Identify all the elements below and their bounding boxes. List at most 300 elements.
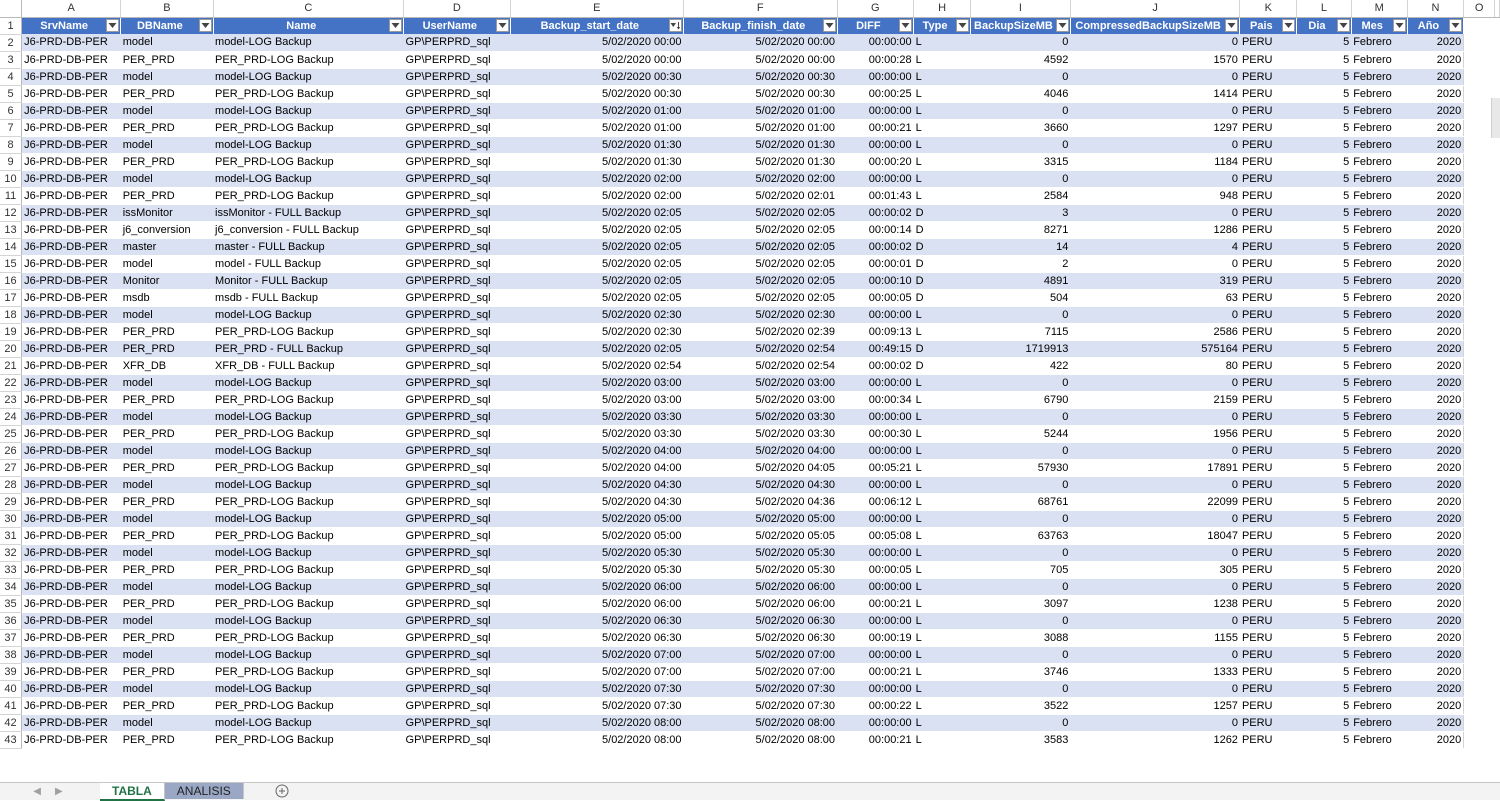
table-cell[interactable]: 00:00:10	[837, 272, 914, 289]
table-cell[interactable]: J6-PRD-DB-PER	[22, 731, 121, 748]
header-cell[interactable]	[837, 17, 914, 34]
table-cell[interactable]: J6-PRD-DB-PER	[22, 510, 121, 527]
table-cell[interactable]: 5/02/2020 01:30	[684, 153, 838, 170]
table-cell[interactable]: 0	[971, 408, 1071, 425]
table-cell[interactable]: 2020	[1407, 51, 1464, 68]
table-cell[interactable]: 0	[971, 136, 1071, 153]
table-cell[interactable]: L	[914, 561, 971, 578]
table-cell[interactable]: 5/02/2020 01:30	[510, 153, 683, 170]
table-cell[interactable]: J6-PRD-DB-PER	[22, 578, 121, 595]
table-cell[interactable]: 5/02/2020 06:30	[684, 612, 838, 629]
table-cell[interactable]: model-LOG Backup	[213, 374, 404, 391]
table-cell[interactable]: 5/02/2020 05:00	[684, 510, 838, 527]
table-cell[interactable]: 5	[1297, 731, 1352, 748]
table-cell[interactable]: Febrero	[1351, 408, 1407, 425]
table-cell[interactable]: model	[121, 170, 213, 187]
table-cell[interactable]: 0	[1070, 510, 1240, 527]
table-cell[interactable]: 4592	[971, 51, 1071, 68]
table-cell[interactable]: J6-PRD-DB-PER	[22, 459, 121, 476]
filter-dropdown-icon[interactable]	[1225, 19, 1238, 32]
table-cell[interactable]: Febrero	[1351, 731, 1407, 748]
table-cell[interactable]: 00:00:01	[837, 255, 914, 272]
table-cell[interactable]: 5/02/2020 06:30	[510, 629, 683, 646]
table-cell[interactable]: GP\PERPRD_sql	[404, 238, 511, 255]
table-cell[interactable]: L	[914, 510, 971, 527]
table-cell[interactable]: L	[914, 527, 971, 544]
table-cell[interactable]: PER_PRD-LOG Backup	[213, 85, 404, 102]
empty-cell[interactable]	[1464, 697, 1495, 714]
table-cell[interactable]: 5/02/2020 03:00	[684, 374, 838, 391]
table-cell[interactable]: L	[914, 663, 971, 680]
table-cell[interactable]: PERU	[1240, 527, 1297, 544]
header-cell[interactable]	[1407, 17, 1464, 34]
table-cell[interactable]: GP\PERPRD_sql	[404, 221, 511, 238]
table-cell[interactable]: 5	[1297, 714, 1352, 731]
table-cell[interactable]: Febrero	[1351, 68, 1407, 85]
table-cell[interactable]: model	[121, 34, 213, 51]
table-cell[interactable]: 5	[1297, 680, 1352, 697]
table-cell[interactable]: 5/02/2020 02:54	[684, 357, 838, 374]
row-number[interactable]: 36	[0, 612, 22, 629]
table-cell[interactable]: 2020	[1407, 204, 1464, 221]
row-number[interactable]: 3	[0, 51, 22, 68]
table-cell[interactable]: 00:00:00	[837, 136, 914, 153]
table-cell[interactable]: PER_PRD	[121, 85, 213, 102]
table-cell[interactable]: 2159	[1070, 391, 1240, 408]
table-cell[interactable]: PERU	[1240, 85, 1297, 102]
empty-cell[interactable]	[1464, 357, 1495, 374]
table-cell[interactable]: 5/02/2020 02:00	[510, 187, 683, 204]
table-cell[interactable]: 5/02/2020 08:00	[510, 731, 683, 748]
table-cell[interactable]: msdb	[121, 289, 213, 306]
table-cell[interactable]: 5/02/2020 08:00	[684, 714, 838, 731]
table-cell[interactable]: J6-PRD-DB-PER	[22, 629, 121, 646]
table-cell[interactable]: PERU	[1240, 629, 1297, 646]
table-cell[interactable]: 5	[1297, 153, 1352, 170]
table-cell[interactable]: 5	[1297, 340, 1352, 357]
table-cell[interactable]: model-LOG Backup	[213, 136, 404, 153]
table-cell[interactable]: PER_PRD-LOG Backup	[213, 323, 404, 340]
table-cell[interactable]: 2020	[1407, 595, 1464, 612]
table-cell[interactable]: 1719913	[971, 340, 1071, 357]
table-cell[interactable]: PER_PRD-LOG Backup	[213, 425, 404, 442]
table-cell[interactable]: XFR_DB - FULL Backup	[213, 357, 404, 374]
table-cell[interactable]: J6-PRD-DB-PER	[22, 323, 121, 340]
table-cell[interactable]: 1262	[1070, 731, 1240, 748]
table-cell[interactable]: 00:00:34	[837, 391, 914, 408]
table-cell[interactable]: PERU	[1240, 425, 1297, 442]
table-cell[interactable]: 00:00:00	[837, 646, 914, 663]
table-cell[interactable]: L	[914, 34, 971, 51]
table-cell[interactable]: 5	[1297, 289, 1352, 306]
table-cell[interactable]: 5	[1297, 187, 1352, 204]
table-cell[interactable]: j6_conversion	[121, 221, 213, 238]
table-cell[interactable]: 5/02/2020 04:00	[510, 459, 683, 476]
table-cell[interactable]: 1184	[1070, 153, 1240, 170]
table-cell[interactable]: 5/02/2020 03:30	[684, 408, 838, 425]
table-cell[interactable]: 5	[1297, 459, 1352, 476]
header-cell[interactable]	[1297, 17, 1352, 34]
table-cell[interactable]: 5/02/2020 05:30	[684, 561, 838, 578]
table-cell[interactable]: 5	[1297, 425, 1352, 442]
table-cell[interactable]: 00:00:00	[837, 442, 914, 459]
table-cell[interactable]: Febrero	[1351, 629, 1407, 646]
table-cell[interactable]: GP\PERPRD_sql	[404, 493, 511, 510]
table-cell[interactable]: PERU	[1240, 510, 1297, 527]
table-cell[interactable]: 5/02/2020 03:00	[510, 374, 683, 391]
table-cell[interactable]: 5/02/2020 02:30	[510, 323, 683, 340]
table-cell[interactable]: 5/02/2020 02:05	[684, 255, 838, 272]
table-cell[interactable]: GP\PERPRD_sql	[404, 187, 511, 204]
row-number[interactable]: 39	[0, 663, 22, 680]
table-cell[interactable]: 2020	[1407, 68, 1464, 85]
table-cell[interactable]: 5/02/2020 05:30	[684, 544, 838, 561]
table-cell[interactable]: 0	[971, 578, 1071, 595]
column-letter[interactable]: L	[1297, 0, 1352, 17]
table-cell[interactable]: 0	[1070, 408, 1240, 425]
row-number[interactable]: 41	[0, 697, 22, 714]
table-cell[interactable]: 5/02/2020 02:30	[684, 306, 838, 323]
table-cell[interactable]: J6-PRD-DB-PER	[22, 187, 121, 204]
table-cell[interactable]: PER_PRD	[121, 731, 213, 748]
column-letter[interactable]: G	[837, 0, 914, 17]
table-cell[interactable]: 0	[1070, 204, 1240, 221]
row-number[interactable]: 40	[0, 680, 22, 697]
table-cell[interactable]: 0	[971, 510, 1071, 527]
table-cell[interactable]: 2020	[1407, 136, 1464, 153]
table-cell[interactable]: Febrero	[1351, 391, 1407, 408]
table-cell[interactable]: 0	[971, 544, 1071, 561]
row-number[interactable]: 23	[0, 391, 22, 408]
table-cell[interactable]: PERU	[1240, 663, 1297, 680]
table-cell[interactable]: model	[121, 255, 213, 272]
table-cell[interactable]: 5	[1297, 357, 1352, 374]
table-cell[interactable]: 0	[1070, 34, 1240, 51]
table-cell[interactable]: 00:00:21	[837, 731, 914, 748]
table-cell[interactable]: 5/02/2020 00:00	[510, 51, 683, 68]
table-cell[interactable]: 5/02/2020 04:36	[684, 493, 838, 510]
table-cell[interactable]: GP\PERPRD_sql	[404, 731, 511, 748]
table-cell[interactable]: J6-PRD-DB-PER	[22, 136, 121, 153]
table-cell[interactable]: Febrero	[1351, 442, 1407, 459]
table-cell[interactable]: L	[914, 187, 971, 204]
table-cell[interactable]: 2020	[1407, 493, 1464, 510]
table-cell[interactable]: PER_PRD-LOG Backup	[213, 153, 404, 170]
row-number[interactable]: 16	[0, 272, 22, 289]
table-cell[interactable]: 422	[971, 357, 1071, 374]
table-cell[interactable]: Febrero	[1351, 357, 1407, 374]
table-cell[interactable]: 0	[1070, 374, 1240, 391]
table-cell[interactable]: 3583	[971, 731, 1071, 748]
filter-dropdown-icon[interactable]	[1449, 19, 1462, 32]
table-cell[interactable]: J6-PRD-DB-PER	[22, 680, 121, 697]
empty-cell[interactable]	[1464, 272, 1495, 289]
table-cell[interactable]: model-LOG Backup	[213, 170, 404, 187]
table-cell[interactable]: 00:00:00	[837, 102, 914, 119]
table-cell[interactable]: 00:05:08	[837, 527, 914, 544]
table-cell[interactable]: GP\PERPRD_sql	[404, 442, 511, 459]
table-cell[interactable]: PER_PRD	[121, 561, 213, 578]
table-cell[interactable]: Monitor - FULL Backup	[213, 272, 404, 289]
filter-dropdown-icon[interactable]	[106, 19, 119, 32]
table-cell[interactable]: 3315	[971, 153, 1071, 170]
table-cell[interactable]: PERU	[1240, 731, 1297, 748]
table-cell[interactable]: 5/02/2020 03:30	[510, 425, 683, 442]
table-cell[interactable]: D	[914, 272, 971, 289]
table-cell[interactable]: 68761	[971, 493, 1071, 510]
empty-cell[interactable]	[1464, 306, 1495, 323]
table-cell[interactable]: D	[914, 204, 971, 221]
table-cell[interactable]: PERU	[1240, 289, 1297, 306]
table-cell[interactable]: 5	[1297, 629, 1352, 646]
table-cell[interactable]: 5	[1297, 646, 1352, 663]
table-cell[interactable]: J6-PRD-DB-PER	[22, 340, 121, 357]
table-cell[interactable]: GP\PERPRD_sql	[404, 476, 511, 493]
table-cell[interactable]: L	[914, 391, 971, 408]
table-cell[interactable]: L	[914, 629, 971, 646]
table-cell[interactable]: PER_PRD-LOG Backup	[213, 493, 404, 510]
filter-dropdown-icon[interactable]	[1337, 19, 1350, 32]
table-cell[interactable]: 2020	[1407, 340, 1464, 357]
table-cell[interactable]: 5/02/2020 02:05	[684, 221, 838, 238]
empty-cell[interactable]	[1464, 459, 1495, 476]
row-number[interactable]: 38	[0, 646, 22, 663]
table-cell[interactable]: L	[914, 51, 971, 68]
row-number[interactable]: 8	[0, 136, 22, 153]
table-cell[interactable]: 2020	[1407, 187, 1464, 204]
table-cell[interactable]: Febrero	[1351, 493, 1407, 510]
table-cell[interactable]: PERU	[1240, 493, 1297, 510]
row-number[interactable]: 15	[0, 255, 22, 272]
table-cell[interactable]: GP\PERPRD_sql	[404, 255, 511, 272]
table-cell[interactable]: 5/02/2020 00:30	[684, 85, 838, 102]
table-cell[interactable]: model-LOG Backup	[213, 612, 404, 629]
table-cell[interactable]: L	[914, 102, 971, 119]
table-cell[interactable]: 4891	[971, 272, 1071, 289]
table-cell[interactable]: L	[914, 153, 971, 170]
table-cell[interactable]: 5	[1297, 136, 1352, 153]
table-cell[interactable]: 22099	[1070, 493, 1240, 510]
table-cell[interactable]: PER_PRD	[121, 697, 213, 714]
table-cell[interactable]: 2020	[1407, 663, 1464, 680]
table-cell[interactable]: GP\PERPRD_sql	[404, 85, 511, 102]
table-cell[interactable]: J6-PRD-DB-PER	[22, 119, 121, 136]
filter-dropdown-icon[interactable]	[1056, 19, 1069, 32]
table-cell[interactable]: PER_PRD	[121, 527, 213, 544]
table-cell[interactable]: 1333	[1070, 663, 1240, 680]
header-cell[interactable]	[1240, 17, 1297, 34]
column-letter[interactable]: K	[1240, 0, 1297, 17]
table-cell[interactable]: PERU	[1240, 323, 1297, 340]
table-cell[interactable]: Febrero	[1351, 102, 1407, 119]
table-cell[interactable]: 0	[1070, 136, 1240, 153]
table-cell[interactable]: GP\PERPRD_sql	[404, 306, 511, 323]
table-cell[interactable]: PERU	[1240, 561, 1297, 578]
table-cell[interactable]: model	[121, 476, 213, 493]
empty-cell[interactable]	[1464, 255, 1495, 272]
table-cell[interactable]: Febrero	[1351, 646, 1407, 663]
table-cell[interactable]: J6-PRD-DB-PER	[22, 697, 121, 714]
table-cell[interactable]: 5/02/2020 03:30	[510, 408, 683, 425]
table-cell[interactable]: 00:00:19	[837, 629, 914, 646]
row-number[interactable]: 26	[0, 442, 22, 459]
table-cell[interactable]: L	[914, 595, 971, 612]
table-cell[interactable]: 2020	[1407, 561, 1464, 578]
table-cell[interactable]: 5/02/2020 06:00	[684, 578, 838, 595]
empty-cell[interactable]	[1464, 680, 1495, 697]
table-cell[interactable]: 5	[1297, 323, 1352, 340]
table-cell[interactable]: 5	[1297, 102, 1352, 119]
table-cell[interactable]: PER_PRD	[121, 425, 213, 442]
table-cell[interactable]: 5/02/2020 02:05	[684, 238, 838, 255]
table-cell[interactable]: Febrero	[1351, 238, 1407, 255]
table-cell[interactable]: D	[914, 340, 971, 357]
table-cell[interactable]: 5/02/2020 02:54	[510, 357, 683, 374]
table-cell[interactable]: 2020	[1407, 510, 1464, 527]
table-cell[interactable]: D	[914, 357, 971, 374]
table-cell[interactable]: GP\PERPRD_sql	[404, 510, 511, 527]
table-cell[interactable]: 2586	[1070, 323, 1240, 340]
table-cell[interactable]: PER_PRD	[121, 391, 213, 408]
table-cell[interactable]: 5	[1297, 238, 1352, 255]
filter-dropdown-icon[interactable]	[823, 19, 836, 32]
table-cell[interactable]: 0	[971, 476, 1071, 493]
table-cell[interactable]: 5/02/2020 06:00	[510, 595, 683, 612]
table-cell[interactable]: 5/02/2020 04:00	[684, 442, 838, 459]
table-cell[interactable]: GP\PERPRD_sql	[404, 119, 511, 136]
table-cell[interactable]: PERU	[1240, 612, 1297, 629]
table-cell[interactable]: L	[914, 119, 971, 136]
table-cell[interactable]: model-LOG Backup	[213, 544, 404, 561]
table-cell[interactable]: PER_PRD-LOG Backup	[213, 391, 404, 408]
table-cell[interactable]: GP\PERPRD_sql	[404, 629, 511, 646]
table-cell[interactable]: Febrero	[1351, 119, 1407, 136]
table-cell[interactable]: Febrero	[1351, 170, 1407, 187]
table-cell[interactable]: 0	[971, 374, 1071, 391]
table-cell[interactable]: PERU	[1240, 646, 1297, 663]
empty-cell[interactable]	[1464, 340, 1495, 357]
row-number[interactable]: 7	[0, 119, 22, 136]
table-cell[interactable]: 4046	[971, 85, 1071, 102]
table-cell[interactable]: PERU	[1240, 102, 1297, 119]
table-cell[interactable]: Febrero	[1351, 187, 1407, 204]
table-cell[interactable]: 1238	[1070, 595, 1240, 612]
row-number[interactable]: 2	[0, 34, 22, 51]
table-cell[interactable]: 0	[971, 68, 1071, 85]
table-cell[interactable]: J6-PRD-DB-PER	[22, 612, 121, 629]
row-number[interactable]: 25	[0, 425, 22, 442]
table-cell[interactable]: 3097	[971, 595, 1071, 612]
table-cell[interactable]: Febrero	[1351, 663, 1407, 680]
table-cell[interactable]: PER_PRD-LOG Backup	[213, 561, 404, 578]
empty-cell[interactable]	[1464, 153, 1495, 170]
empty-cell[interactable]	[1464, 85, 1495, 102]
table-cell[interactable]: J6-PRD-DB-PER	[22, 238, 121, 255]
filter-dropdown-icon[interactable]	[899, 19, 912, 32]
empty-cell[interactable]	[1464, 476, 1495, 493]
table-cell[interactable]: 5/02/2020 04:05	[684, 459, 838, 476]
table-cell[interactable]: GP\PERPRD_sql	[404, 340, 511, 357]
table-cell[interactable]: 2020	[1407, 680, 1464, 697]
table-cell[interactable]: 3746	[971, 663, 1071, 680]
table-cell[interactable]: 0	[971, 306, 1071, 323]
table-cell[interactable]: j6_conversion - FULL Backup	[213, 221, 404, 238]
row-number[interactable]: 37	[0, 629, 22, 646]
table-cell[interactable]: 5	[1297, 51, 1352, 68]
column-letter[interactable]: M	[1351, 0, 1407, 17]
table-cell[interactable]: J6-PRD-DB-PER	[22, 221, 121, 238]
table-cell[interactable]: GP\PERPRD_sql	[404, 680, 511, 697]
table-cell[interactable]: 00:00:28	[837, 51, 914, 68]
table-cell[interactable]: GP\PERPRD_sql	[404, 714, 511, 731]
table-cell[interactable]: GP\PERPRD_sql	[404, 459, 511, 476]
table-cell[interactable]: J6-PRD-DB-PER	[22, 663, 121, 680]
table-cell[interactable]: D	[914, 238, 971, 255]
scroll-right-icon[interactable]: ▶	[55, 786, 63, 797]
table-cell[interactable]: 2020	[1407, 527, 1464, 544]
table-cell[interactable]: L	[914, 544, 971, 561]
table-cell[interactable]: PER_PRD-LOG Backup	[213, 697, 404, 714]
table-cell[interactable]: 0	[971, 714, 1071, 731]
table-cell[interactable]: PERU	[1240, 697, 1297, 714]
table-cell[interactable]: 5/02/2020 07:30	[510, 697, 683, 714]
table-cell[interactable]: L	[914, 85, 971, 102]
table-cell[interactable]: 00:00:02	[837, 204, 914, 221]
header-cell[interactable]	[1070, 17, 1240, 34]
row-number[interactable]: 10	[0, 170, 22, 187]
table-cell[interactable]: 5	[1297, 561, 1352, 578]
row-number[interactable]: 42	[0, 714, 22, 731]
table-cell[interactable]: L	[914, 425, 971, 442]
column-letter[interactable]: D	[404, 0, 511, 17]
table-cell[interactable]: J6-PRD-DB-PER	[22, 408, 121, 425]
table-cell[interactable]: L	[914, 374, 971, 391]
table-cell[interactable]: 2020	[1407, 408, 1464, 425]
table-cell[interactable]: 5	[1297, 272, 1352, 289]
empty-cell[interactable]	[1464, 187, 1495, 204]
table-cell[interactable]: 5	[1297, 527, 1352, 544]
table-cell[interactable]: 5	[1297, 255, 1352, 272]
row-number[interactable]: 43	[0, 731, 22, 748]
empty-cell[interactable]	[1464, 374, 1495, 391]
plus-circle-icon[interactable]	[274, 783, 290, 799]
table-cell[interactable]: Febrero	[1351, 204, 1407, 221]
row-number[interactable]: 1	[0, 17, 22, 34]
column-letter[interactable]: F	[684, 0, 838, 17]
row-number[interactable]: 27	[0, 459, 22, 476]
row-number[interactable]: 18	[0, 306, 22, 323]
table-cell[interactable]: 5	[1297, 612, 1352, 629]
table-cell[interactable]: Febrero	[1351, 289, 1407, 306]
table-cell[interactable]: 5	[1297, 408, 1352, 425]
table-cell[interactable]: 14	[971, 238, 1071, 255]
table-cell[interactable]: 17891	[1070, 459, 1240, 476]
table-cell[interactable]: 00:09:13	[837, 323, 914, 340]
table-cell[interactable]: 0	[1070, 306, 1240, 323]
table-cell[interactable]: 00:00:00	[837, 714, 914, 731]
table-cell[interactable]: 57930	[971, 459, 1071, 476]
table-cell[interactable]: 00:00:02	[837, 357, 914, 374]
table-cell[interactable]: PERU	[1240, 34, 1297, 51]
empty-cell[interactable]	[1464, 68, 1495, 85]
table-cell[interactable]: J6-PRD-DB-PER	[22, 68, 121, 85]
table-cell[interactable]: GP\PERPRD_sql	[404, 272, 511, 289]
table-cell[interactable]: 5	[1297, 578, 1352, 595]
table-cell[interactable]: model	[121, 612, 213, 629]
table-cell[interactable]: 2020	[1407, 391, 1464, 408]
table-cell[interactable]: L	[914, 680, 971, 697]
table-cell[interactable]: model	[121, 680, 213, 697]
